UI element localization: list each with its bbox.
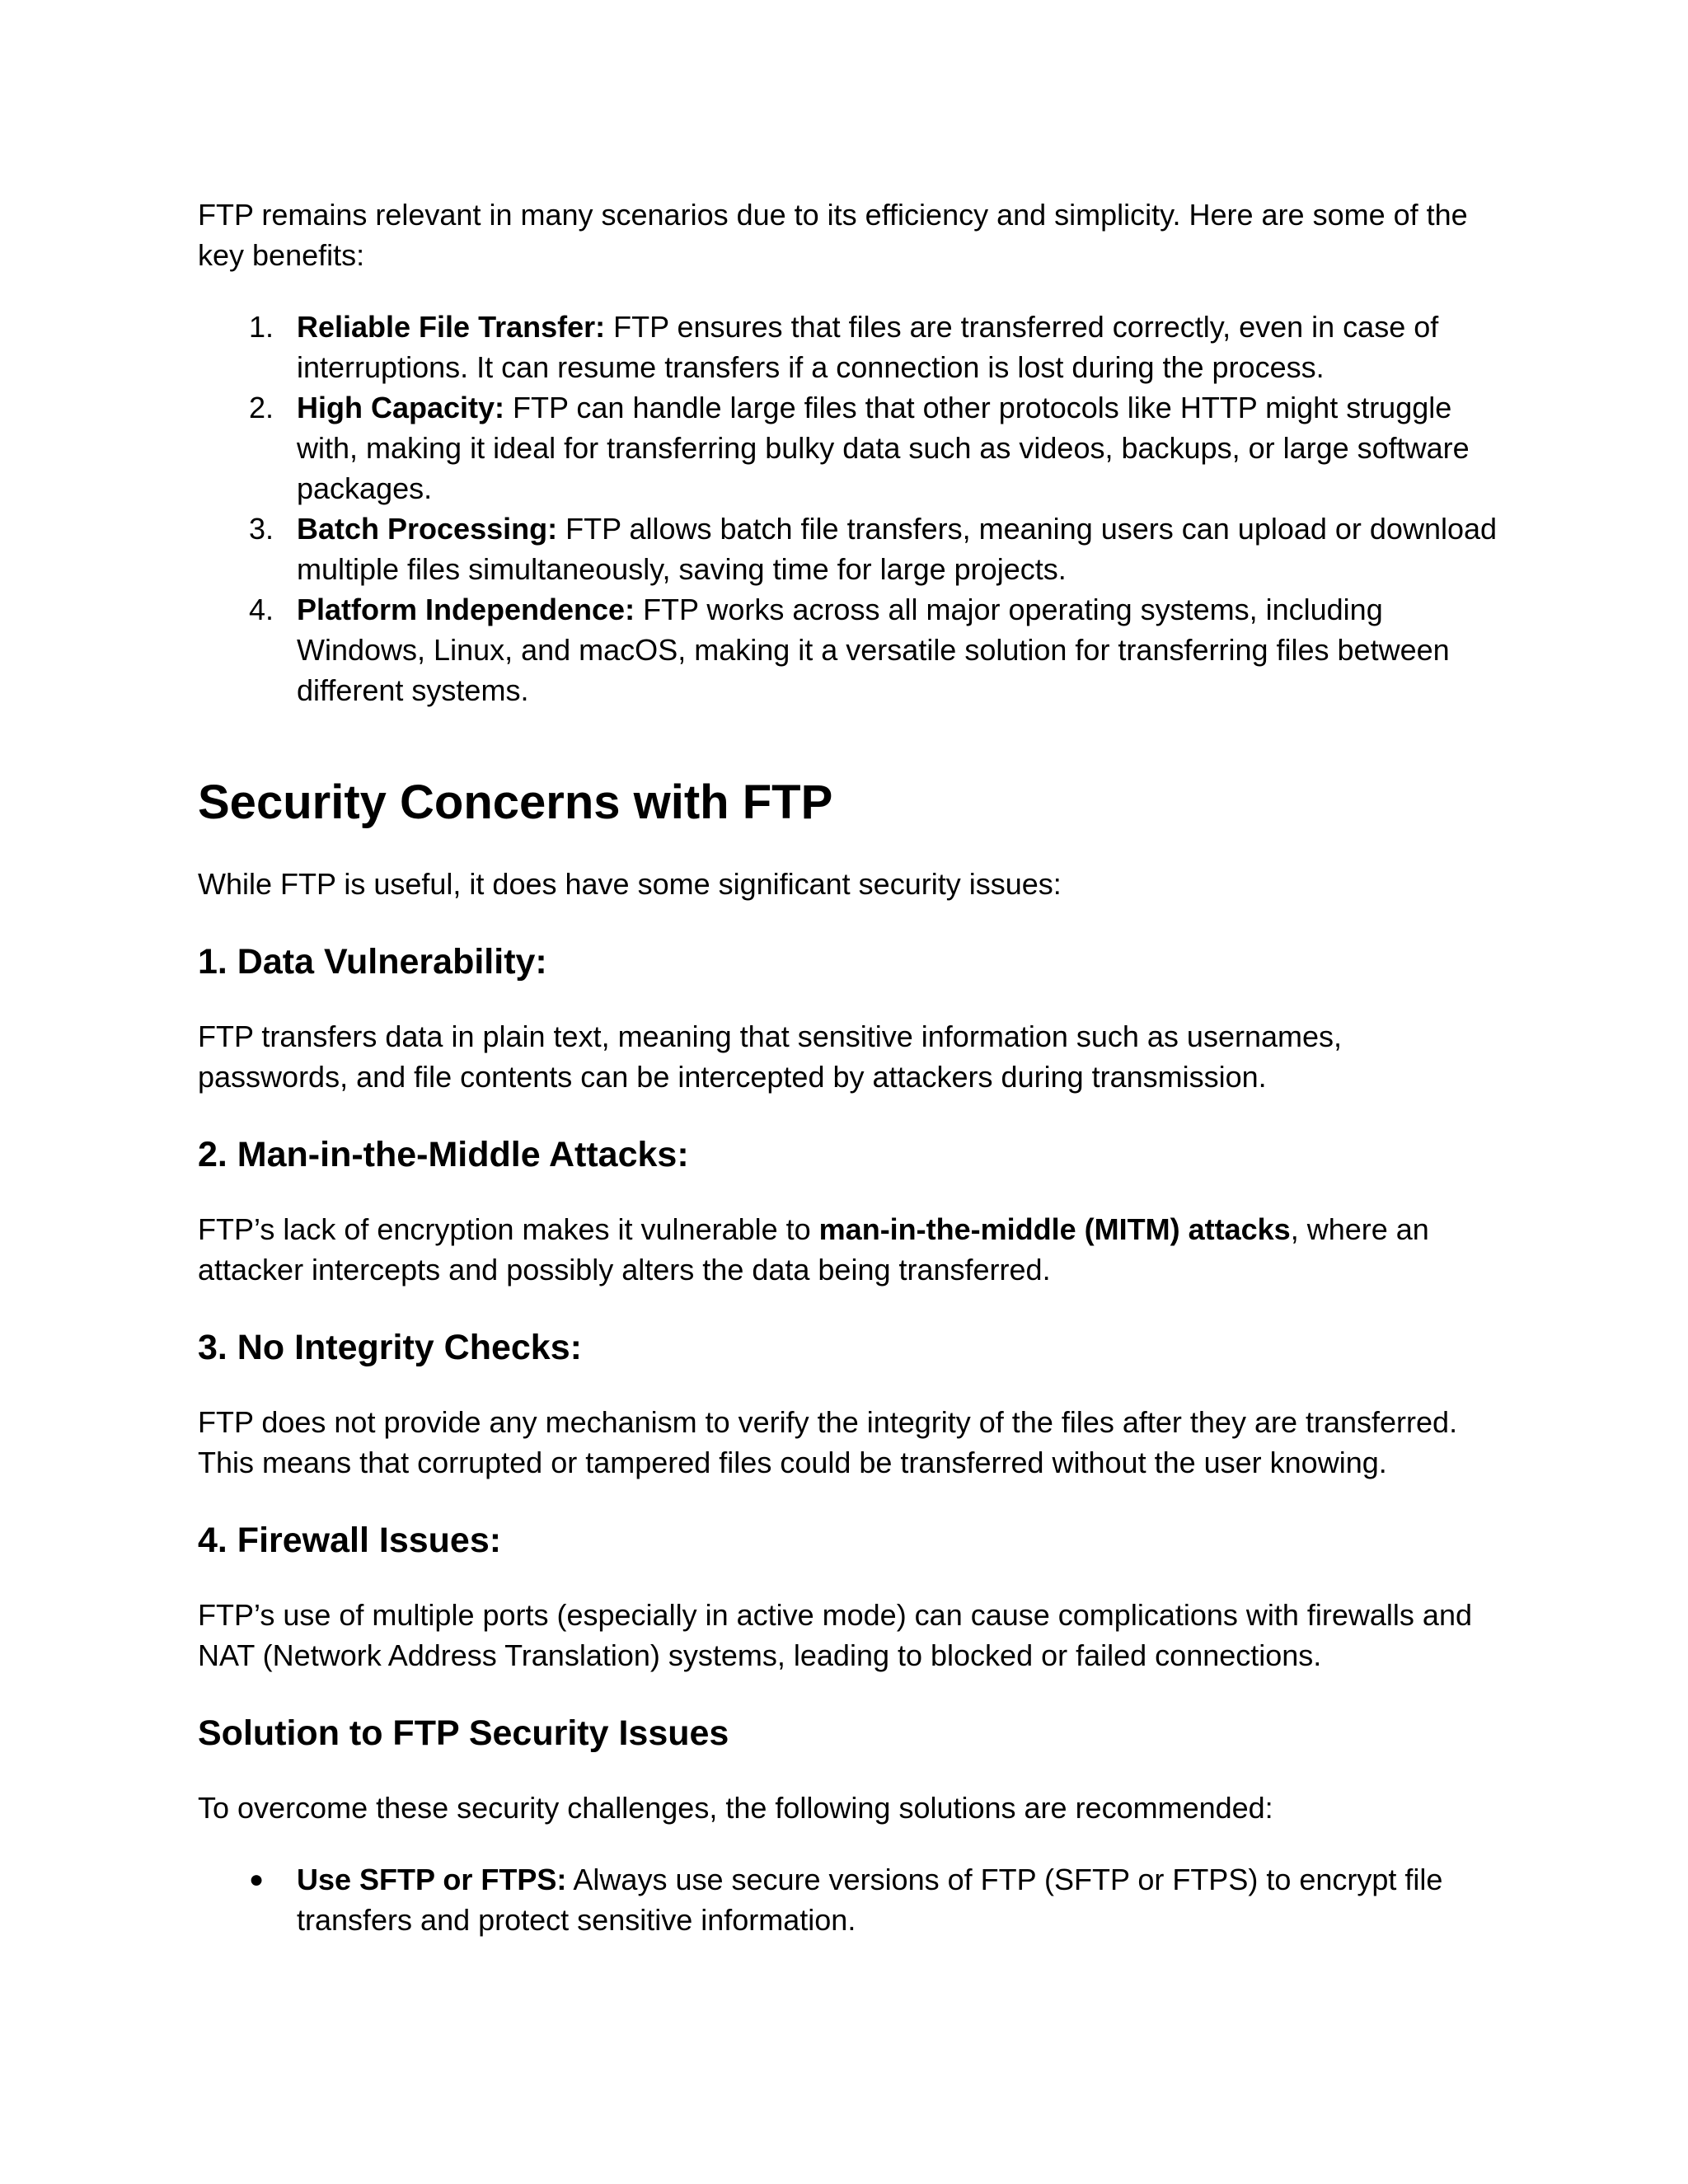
benefits-list (198, 307, 1500, 710)
list-item-text: FTP can handle large files that other protocols like HTTP might struggle with, making it ideal for transferring bulky data such as videos, backups, or large software packages. (297, 391, 1470, 505)
list-number: 3. (249, 512, 274, 546)
list-item (198, 387, 1500, 509)
solution-heading: Solution to FTP Security Issues (198, 1713, 729, 1753)
issue-text-bold: man-in-the-middle (MITM) attacks (818, 1212, 1291, 1246)
list-item-term: Use SFTP or FTPS: (297, 1863, 567, 1896)
security-intro: While FTP is useful, it does have some significant security issues: (198, 867, 1062, 901)
security-heading: Security Concerns with FTP (198, 776, 833, 829)
list-number: 2. (249, 391, 274, 424)
issue-heading-data-vulnerability: 1. Data Vulnerability: (198, 942, 547, 982)
list-item (198, 307, 1500, 387)
issue-heading-firewall: 4. Firewall Issues: (198, 1521, 502, 1560)
list-item-text: FTP ensures that files are transferred correctly, even in case of interruptions. It can resume transfers if a connection is lost during the process. (297, 310, 1439, 384)
list-item-term: Batch Processing: (297, 512, 558, 546)
intro-paragraph: FTP remains relevant in many scenarios due to its efficiency and simplicity. Here are some of the key benefits: (198, 198, 1468, 272)
list-item-text: Always use secure versions of FTP (SFTP or FTPS) to encrypt file transfers and protect sensitive information. (297, 1863, 1443, 1937)
issue-heading-integrity: 3. No Integrity Checks: (198, 1328, 582, 1367)
solution-list (198, 1859, 1500, 1940)
list-item-text: FTP allows batch file transfers, meaning users can upload or download multiple files simultaneously, saving time for large projects. (297, 512, 1498, 586)
issue-text-part: FTP’s lack of encryption makes it vulnerable to (198, 1212, 819, 1246)
list-item (198, 589, 1500, 710)
list-item-term: Platform Independence: (297, 593, 635, 626)
list-number: 4. (249, 593, 274, 626)
issue-text-mitm (198, 1209, 1500, 1290)
document-content (198, 194, 1500, 1940)
solution-intro: To overcome these security challenges, the following solutions are recommended: (198, 1791, 1273, 1825)
issue-heading-mitm: 2. Man-in-the-Middle Attacks: (198, 1135, 689, 1174)
list-item-term: Reliable File Transfer: (297, 310, 606, 344)
list-item (198, 1859, 1500, 1940)
issue-text-integrity: FTP does not provide any mechanism to verify the integrity of the files after they are transferred. This means that corrupted or tampered files could be transferred without the user knowing. (198, 1405, 1458, 1479)
bullet-icon: ● (249, 1866, 265, 1893)
list-item-text: FTP works across all major operating systems, including Windows, Linux, and macOS, making it a versatile solution for transferring files between different systems. (297, 593, 1450, 707)
list-number: 1. (249, 310, 274, 344)
list-item-term: High Capacity: (297, 391, 505, 424)
issue-text-firewall: FTP’s use of multiple ports (especially in active mode) can cause complications with firewalls and NAT (Network Address Translation) systems, leading to blocked or failed connections. (198, 1598, 1472, 1672)
list-item (198, 509, 1500, 589)
issue-text-part: , where an attacker intercepts and possibly alters the data being transferred. (198, 1212, 1429, 1286)
issue-text-data-vulnerability: FTP transfers data in plain text, meaning that sensitive information such as usernames, passwords, and file contents can be intercepted by attackers during transmission. (198, 1019, 1343, 1094)
